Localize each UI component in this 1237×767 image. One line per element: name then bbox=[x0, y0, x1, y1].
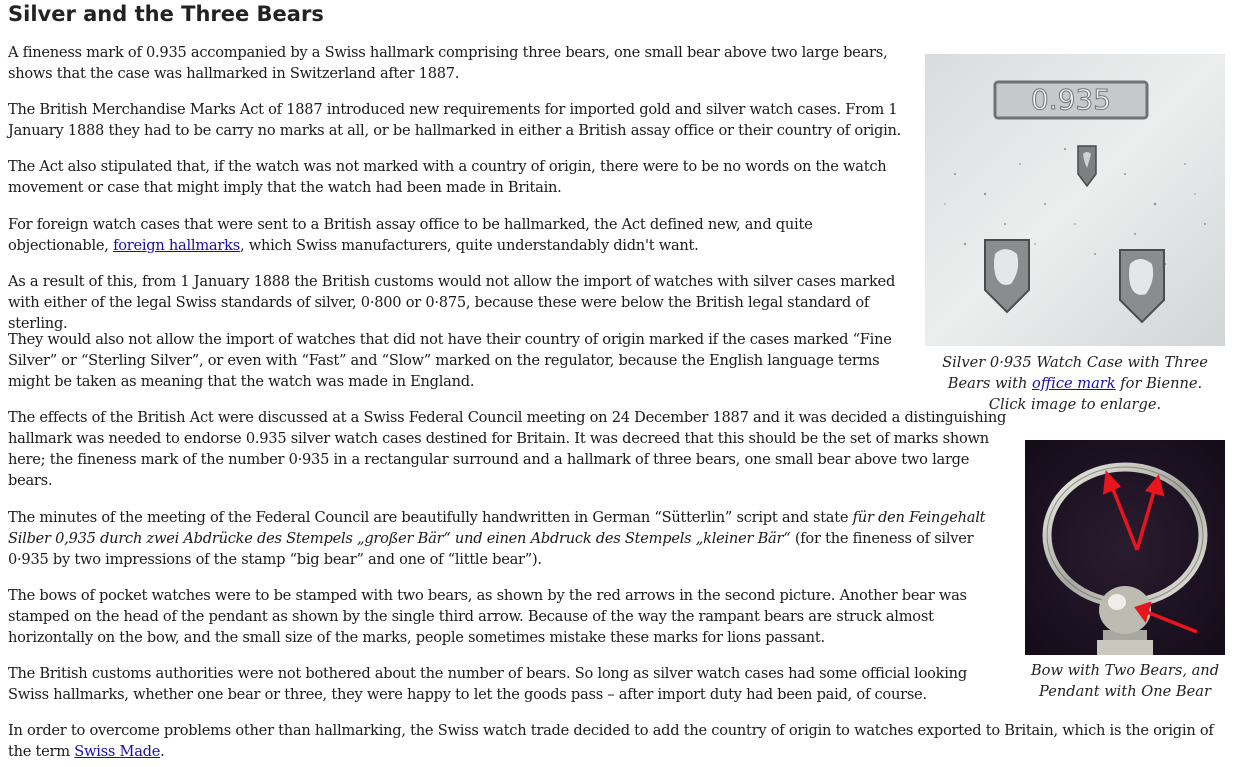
swiss-made-link[interactable]: Swiss Made bbox=[74, 743, 161, 760]
bow-pendant-caption bbox=[1025, 660, 1225, 702]
paragraph-text: As a result of this, from 1 January 1888 the British customs would not allow the import of watches with silver cases marked with either of the legal Swiss standards of silver, 0·800 or 0·875, because these were below the British legal standard of sterling. bbox=[8, 273, 896, 332]
paragraph-text: The effects of the British Act were discussed at a Swiss Federal Council meeting on 24 December 1887 and it was decided a distinguishing hallmark was needed to endorse 0.935 silver watch cases destined for Britain. It was decreed that this should be the set of marks shown here; the fineness mark of the number 0·935 in a rectangular surround and a hallmark of three bears, one small bear above two large bears. bbox=[8, 409, 1007, 489]
caption-enlarge-text: Click image to enlarge. bbox=[988, 396, 1162, 413]
office-mark-link[interactable]: office mark bbox=[1032, 375, 1116, 392]
paragraph-text: For foreign watch cases that were sent to a British assay office to be hallmarked, the Act defined new, and quite objectionable, bbox=[8, 216, 813, 254]
bow-pendant-photo[interactable] bbox=[1025, 440, 1225, 655]
paragraph-text: In order to overcome problems other than hallmarking, the Swiss watch trade decided to add the country of origin to watches exported to Britain, which is the origin of the term bbox=[8, 722, 1214, 760]
caption-text: Silver 0·935 Watch Case with Three Bears with bbox=[942, 354, 1208, 392]
caption-text: Pendant with One Bear bbox=[1039, 683, 1211, 700]
paragraph-swiss-made bbox=[8, 720, 1228, 762]
paragraph-text: A fineness mark of 0.935 accompanied by a Swiss hallmark comprising three bears, one small bear above two large bears, shows that the case was hallmarked in Switzerland after 1887. bbox=[8, 44, 888, 82]
paragraph-merchandise-act bbox=[8, 99, 908, 141]
paragraph-text: They would also not allow the import of watches that did not have their country of origin marked if the cases marked “Fine Silver” or “Sterling Silver”, or even with “Fast” and “Slow” marked on the regulator, because the English language terms might be taken as meaning that the watch was made in England. bbox=[8, 331, 892, 390]
paragraph-foreign-hallmarks bbox=[8, 214, 908, 256]
paragraph-text: The bows of pocket watches were to be stamped with two bears, as shown by the red arrows in the second picture. Another bear was stamped on the head of the pendant as shown by the single third arrow. Because of the way the rampant bears are struck almost horizontally on the bow, and the small size of the marks, people sometimes mistake these marks for lions passant. bbox=[8, 587, 967, 646]
paragraph-text: The British Merchandise Marks Act of 1887 introduced new requirements for imported gold and silver watch cases. From 1 January 1888 they had to be carry no marks at all, or be hallmarked in either a British assay office or their country of origin. bbox=[8, 101, 902, 139]
paragraph-text: . bbox=[160, 743, 165, 760]
paragraph-text: (for the fineness of silver 0·935 by two impressions of the stamp “big bear” and one of “little bear”). bbox=[8, 530, 974, 568]
paragraph-federal-council bbox=[8, 407, 1008, 491]
paragraph-bows bbox=[8, 585, 1008, 648]
caption-text: for Bienne. bbox=[1120, 375, 1203, 392]
paragraph-minutes bbox=[8, 507, 1018, 570]
hallmark-photo[interactable] bbox=[925, 54, 1225, 346]
page-title: Silver and the Three Bears bbox=[8, 2, 324, 26]
caption-text: Bow with Two Bears, and bbox=[1030, 662, 1220, 679]
fineness-stamp-text: 0.935 bbox=[1030, 83, 1112, 116]
paragraph-english-terms bbox=[8, 329, 913, 392]
paragraph-text: The British customs authorities were not bothered about the number of bears. So long as silver watch cases had some official looking Swiss hallmarks, whether one bear or three, they were happy to let the goods pass – after import duty had been paid, of course. bbox=[8, 665, 967, 703]
bow-pendant-graphic bbox=[1025, 440, 1225, 655]
paragraph-text: The Act also stipulated that, if the watch was not marked with a country of origin, there were to be no words on the watch movement or case that might imply that the watch had been made in Britain. bbox=[8, 158, 887, 196]
paragraph-text: The minutes of the meeting of the Federal Council are beautifully handwritten in German “Sütterlin” script and state bbox=[8, 509, 849, 526]
paragraph-customs-import bbox=[8, 271, 918, 334]
foreign-hallmarks-link[interactable]: foreign hallmarks bbox=[113, 237, 240, 254]
paragraph-country-origin bbox=[8, 156, 903, 198]
paragraph-customs-bears bbox=[8, 663, 1008, 705]
hallmark-photo-caption bbox=[935, 352, 1215, 415]
paragraph-fineness-mark bbox=[8, 42, 918, 84]
german-quote: für den Feingehalt Silber 0,935 durch zwei Abdrücke des Stempels „großer Bär“ und einen Abdruck des Stempels „kleiner Bär“ bbox=[8, 509, 986, 547]
paragraph-text: , which Swiss manufacturers, quite understandably didn't want. bbox=[239, 237, 699, 254]
hallmark-photo-graphic bbox=[925, 54, 1225, 346]
